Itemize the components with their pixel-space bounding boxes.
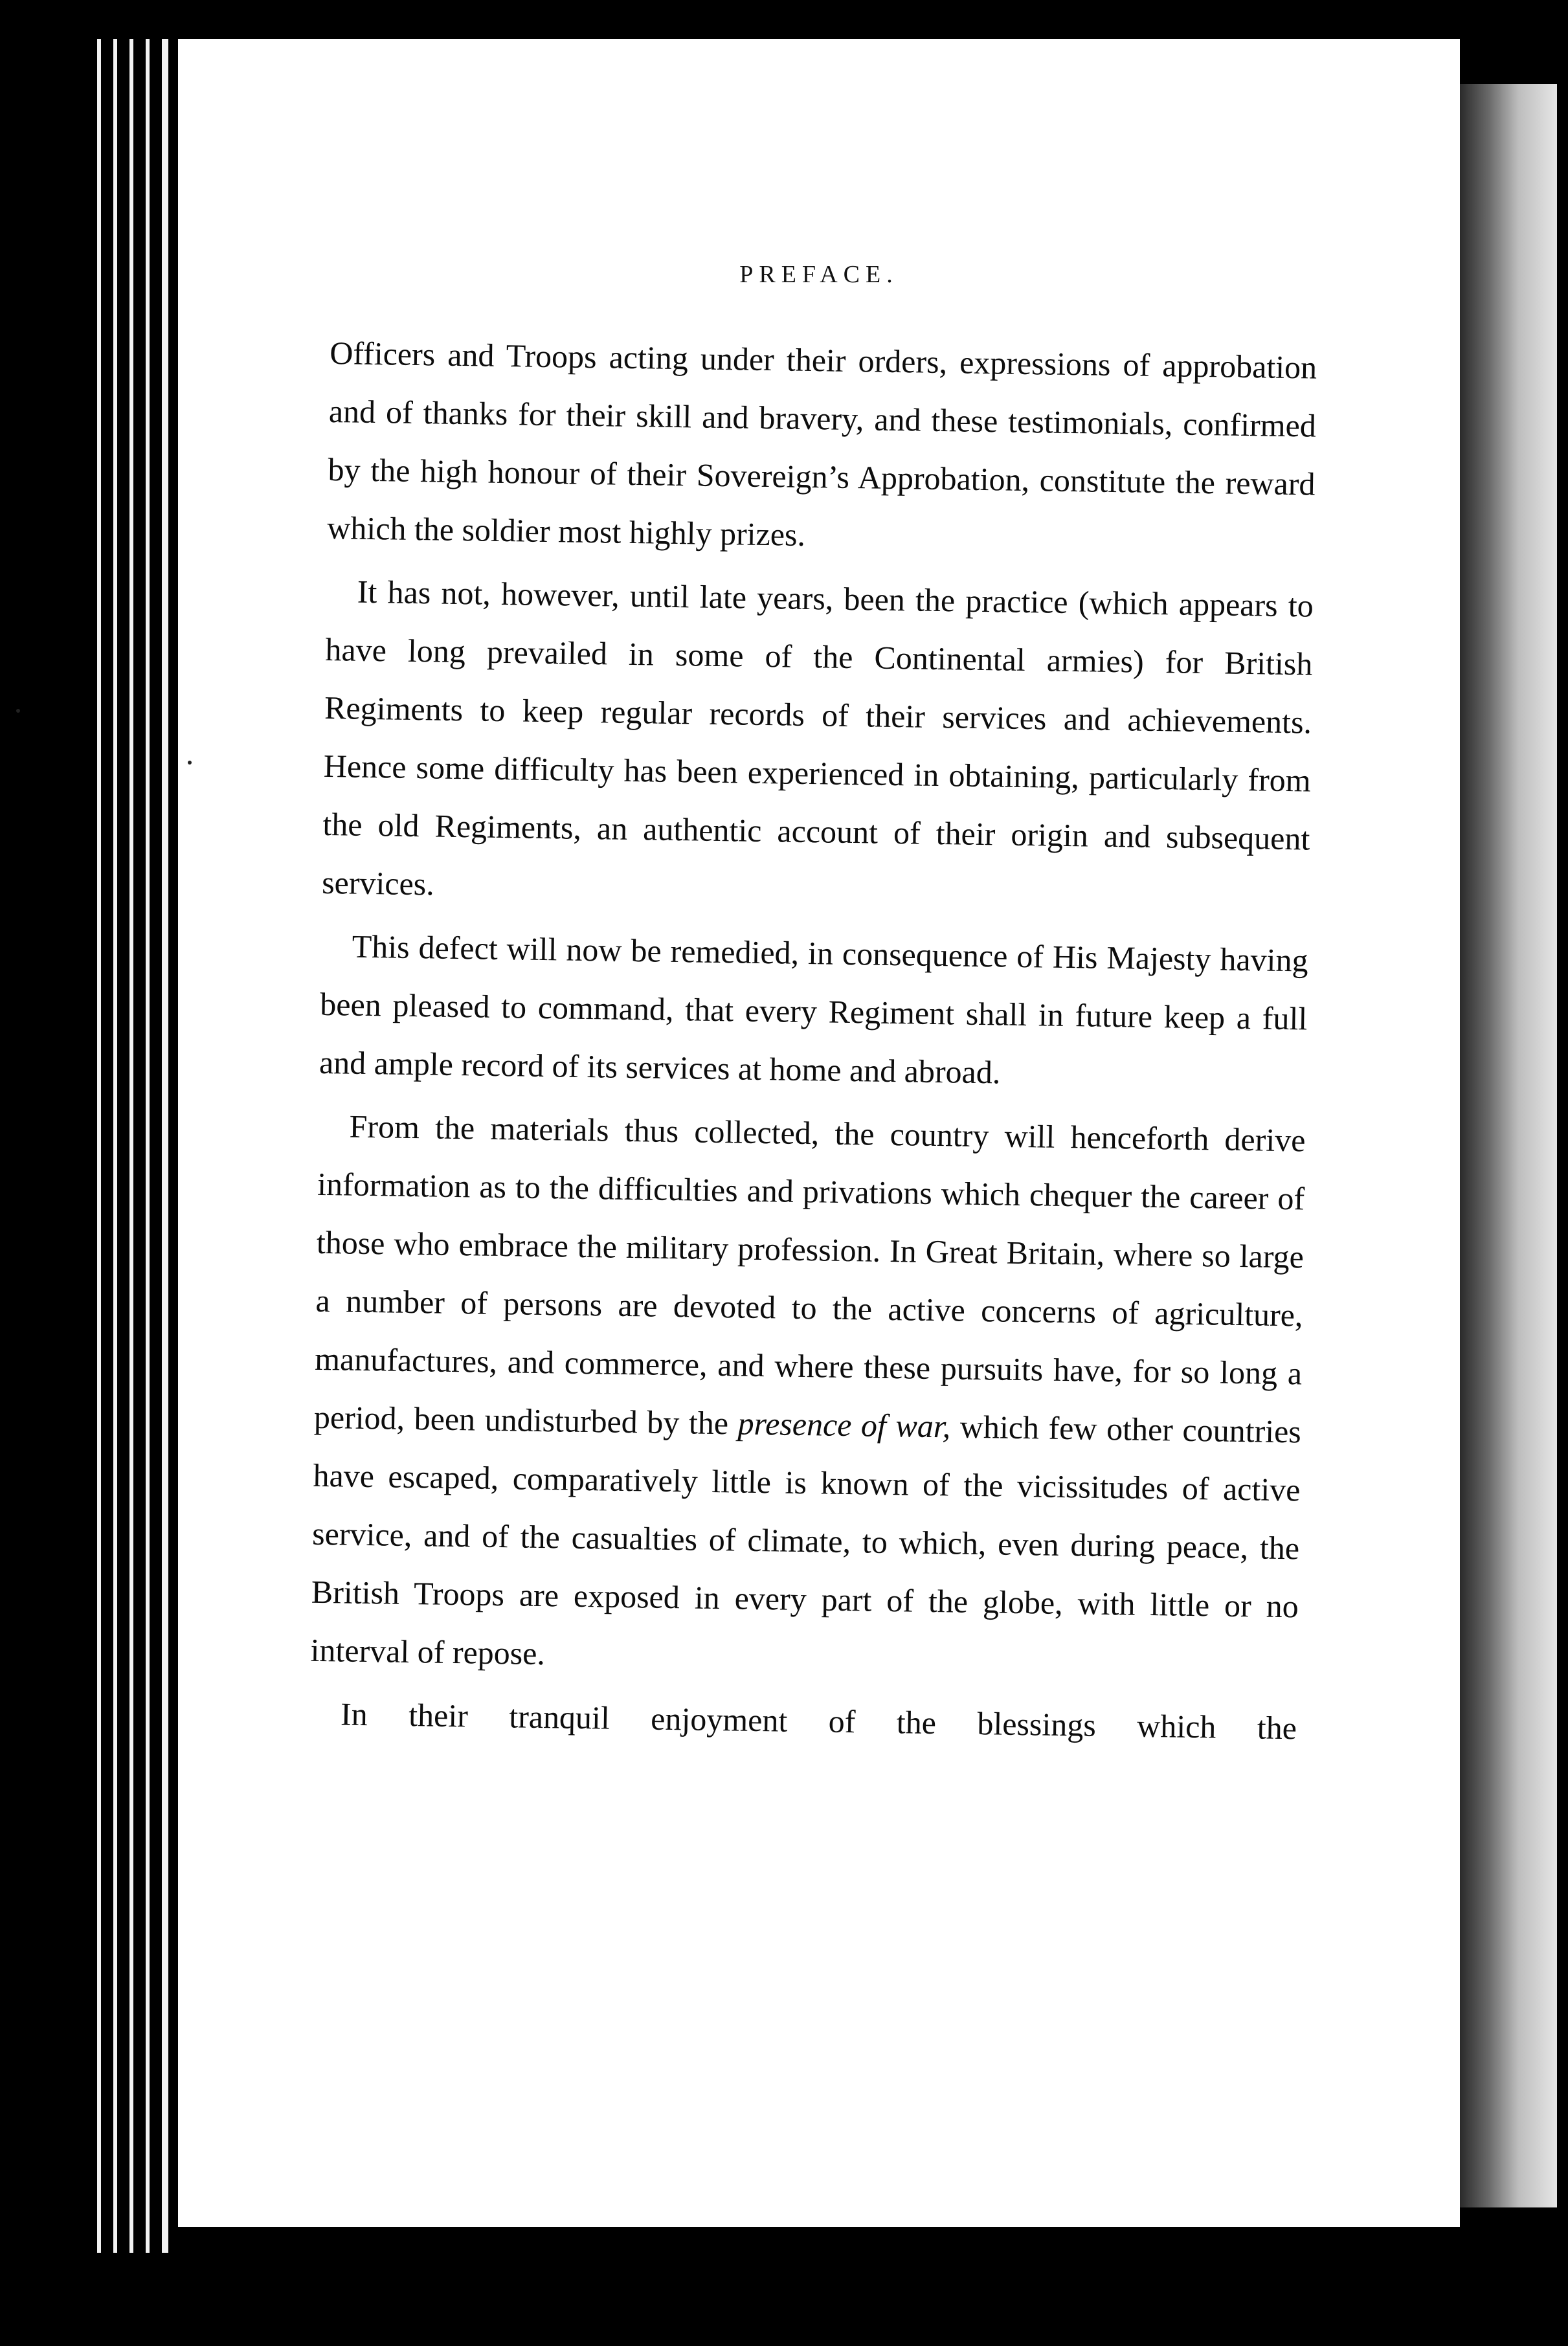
paragraph: In their tranquil enjoyment of the blessings which the [340, 1695, 1297, 1747]
running-head: PREFACE. [739, 261, 899, 288]
page-edge [146, 39, 150, 2253]
page-edge [113, 39, 117, 2253]
paragraph: It has not, however, until late years, been the practice (which appears to have long prevailed in some of the Continental armies) for British Regiments to keep regular records of their services and achievements. Hence some difficulty has been experienced in obtaining, particularly from the old Regiments, an authentic account of their origin and subsequent services. [321, 573, 1314, 902]
body-text [309, 324, 1317, 1762]
scan-speck [188, 761, 192, 765]
paragraph: Officers and Troops acting under their orders, expressions of approbation and of thanks for their skill and bravery, and these testimonials, confirmed by the high honour of their Sovereign’s Approbation, constitute the reward which the soldier most highly prizes. [326, 334, 1317, 553]
page-edge [162, 39, 168, 2253]
page-edge [97, 39, 101, 2253]
paragraph: This defect will now be remedied, in consequence of His Majesty having been pleased to command, that every Regiment shall in future keep a full and ample record of its services at home and abroad. [319, 928, 1308, 1091]
paragraph-text: which few other countries have escaped, comparatively little is known of the vicissitudes of active service, and of the casualties of climate, to which, even during peace, the British Troops are exposed in every part of the globe, with little or no interval of repose. [310, 1408, 1302, 1672]
page-edge [129, 39, 133, 2253]
paragraph [310, 1097, 1306, 1694]
italic-phrase: presence of war, [737, 1405, 951, 1445]
paragraph-text: From the materials thus collected, the country will henceforth derive information as to the difficulties and privations which chequer the career of those who embrace the military profession. In Great Britain, where so large a number of persons are devoted to the active concerns of agriculture, manufactures, and commerce, and where these pursuits have, for so long a period, been undisturbed by the [313, 1108, 1306, 1442]
binding-shadow [1460, 84, 1557, 2207]
scan-speck [16, 709, 20, 713]
